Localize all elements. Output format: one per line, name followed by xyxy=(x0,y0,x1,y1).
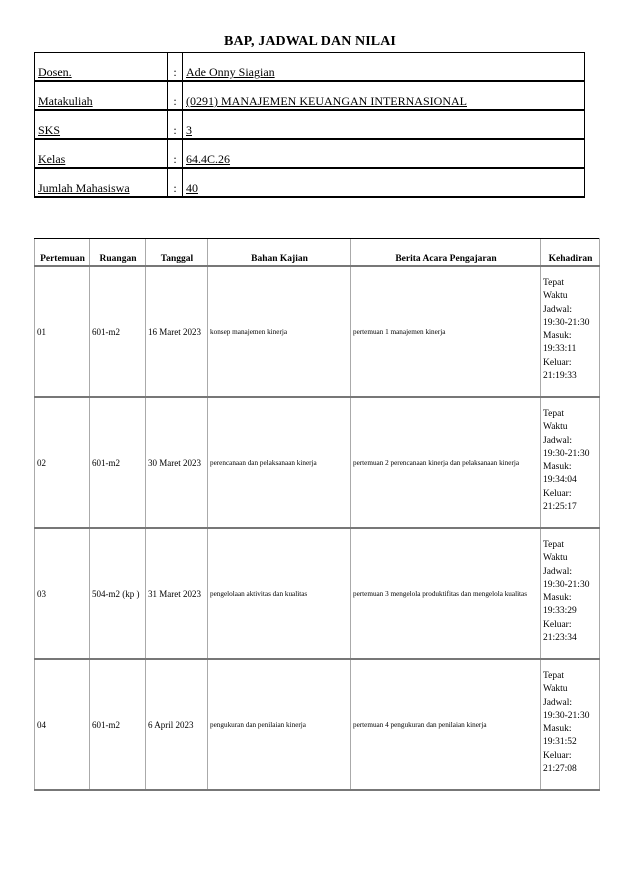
table-row xyxy=(35,266,600,397)
kehadiran-line: Jadwal: xyxy=(543,304,573,315)
cell-bahan-kajian: pengelolaan aktivitas dan kualitas xyxy=(208,528,351,659)
header-kehadiran: Kehadiran xyxy=(541,239,600,267)
info-label: Dosen. xyxy=(38,65,72,79)
kehadiran-line: Tepat xyxy=(543,671,564,681)
cell-kehadiran xyxy=(541,266,600,397)
info-value: 40 xyxy=(186,181,198,195)
cell-tanggal: 6 April 2023 xyxy=(146,659,208,790)
kehadiran-line: Tepat xyxy=(543,540,564,550)
cell-berita-acara: pertemuan 4 pengukuran dan penilaian kinerja xyxy=(351,659,541,790)
kehadiran-line: Keluar: xyxy=(543,750,572,761)
schedule-header-row xyxy=(35,239,600,267)
cell-bahan-kajian: perencanaan dan pelaksanaan kinerja xyxy=(208,397,351,528)
cell-pertemuan: 02 xyxy=(35,397,90,528)
kehadiran-line: Keluar: xyxy=(543,619,572,630)
kehadiran-line: 19:34:04 xyxy=(543,475,577,486)
kehadiran-line: Tepat xyxy=(543,278,564,288)
header-ruangan: Ruangan xyxy=(90,239,146,267)
info-colon: : xyxy=(168,110,183,139)
kehadiran-line: Tepat xyxy=(543,409,564,419)
cell-ruangan: 601-m2 xyxy=(90,659,146,790)
kehadiran-line: Masuk: xyxy=(543,724,572,735)
cell-berita-acara: pertemuan 3 mengelola produktifitas dan mengelola kualitas xyxy=(351,528,541,659)
kehadiran-line: 21:27:08 xyxy=(543,764,577,775)
kehadiran-line: 19:33:29 xyxy=(543,606,577,617)
kehadiran-line: 19:30-21:30 xyxy=(543,710,590,721)
kehadiran-line: Waktu xyxy=(543,553,568,564)
cell-bahan-kajian: pengukuran dan penilaian kinerja xyxy=(208,659,351,790)
header-tanggal: Tanggal xyxy=(146,239,208,267)
table-continuation-line xyxy=(34,747,36,759)
kehadiran-line: 19:31:52 xyxy=(543,737,577,748)
info-label: Jumlah Mahasiswa xyxy=(38,181,130,195)
cell-pertemuan: 04 xyxy=(35,659,90,790)
cell-tanggal: 31 Maret 2023 xyxy=(146,528,208,659)
kehadiran-line: Keluar: xyxy=(543,488,572,499)
info-label: SKS xyxy=(38,123,61,137)
kehadiran-line: Masuk: xyxy=(543,462,572,473)
info-row-matakuliah xyxy=(35,81,585,110)
info-value: (0291) MANAJEMEN KEUANGAN INTERNASIONAL xyxy=(186,94,467,108)
page-title: BAP, JADWAL DAN NILAI xyxy=(224,34,396,49)
cell-berita-acara: pertemuan 2 perencanaan kinerja dan pelaksanaan kinerja xyxy=(351,397,541,528)
cell-pertemuan: 03 xyxy=(35,528,90,659)
info-colon: : xyxy=(168,139,183,168)
kehadiran-line: Keluar: xyxy=(543,357,572,368)
kehadiran-line: Jadwal: xyxy=(543,697,573,708)
info-row-dosen xyxy=(35,53,585,82)
kehadiran-line: 21:25:17 xyxy=(543,502,577,513)
schedule-table xyxy=(34,238,600,791)
cell-ruangan: 504-m2 (kp ) xyxy=(90,528,146,659)
info-value: 64.4C.26 xyxy=(186,152,231,166)
kehadiran-line: Waktu xyxy=(543,684,568,695)
cell-kehadiran xyxy=(541,397,600,528)
kehadiran-line: 19:30-21:30 xyxy=(543,579,590,590)
kehadiran-line: Waktu xyxy=(543,422,568,433)
cell-berita-acara: pertemuan 1 manajemen kinerja xyxy=(351,266,541,397)
info-label: Matakuliah xyxy=(38,94,93,108)
cell-pertemuan: 01 xyxy=(35,266,90,397)
header-pertemuan: Pertemuan xyxy=(35,239,90,267)
kehadiran-line: 21:19:33 xyxy=(543,371,577,382)
table-row xyxy=(35,659,600,790)
info-row-jumlah-mahasiswa xyxy=(35,168,585,197)
info-value: Ade Onny Siagian xyxy=(186,65,275,79)
cell-bahan-kajian: konsep manajemen kinerja xyxy=(208,266,351,397)
kehadiran-line: Jadwal: xyxy=(543,566,573,577)
cell-tanggal: 16 Maret 2023 xyxy=(146,266,208,397)
header-bahan-kajian: Bahan Kajian xyxy=(208,239,351,267)
info-colon: : xyxy=(168,81,183,110)
info-row-kelas xyxy=(35,139,585,168)
table-row xyxy=(35,528,600,659)
info-row-sks xyxy=(35,110,585,139)
info-colon: : xyxy=(168,168,183,197)
kehadiran-line: Jadwal: xyxy=(543,435,573,446)
kehadiran-line: 19:33:11 xyxy=(543,344,577,355)
cell-kehadiran xyxy=(541,528,600,659)
kehadiran-line: Masuk: xyxy=(543,331,572,342)
kehadiran-line: 19:30-21:30 xyxy=(543,317,590,328)
header-berita-acara: Berita Acara Pengajaran xyxy=(351,239,541,267)
cell-ruangan: 601-m2 xyxy=(90,397,146,528)
cell-kehadiran xyxy=(541,659,600,790)
info-label: Kelas xyxy=(38,152,66,166)
kehadiran-line: 21:23:34 xyxy=(543,633,577,644)
info-value: 3 xyxy=(186,123,192,137)
info-colon: : xyxy=(168,53,183,82)
kehadiran-line: 19:30-21:30 xyxy=(543,448,590,459)
table-row xyxy=(35,397,600,528)
course-info-table xyxy=(34,52,585,198)
kehadiran-line: Masuk: xyxy=(543,593,572,604)
kehadiran-line: Waktu xyxy=(543,291,568,302)
cell-tanggal: 30 Maret 2023 xyxy=(146,397,208,528)
cell-ruangan: 601-m2 xyxy=(90,266,146,397)
